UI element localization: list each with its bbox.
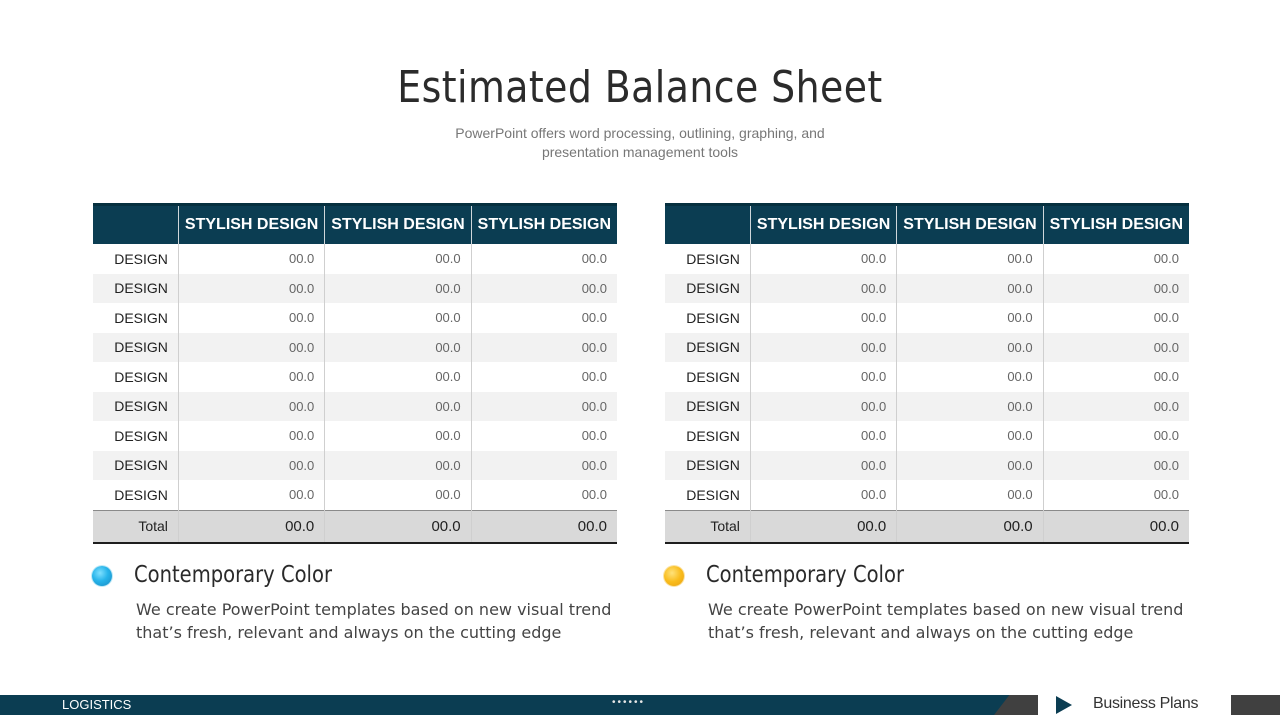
total-label: Total (665, 510, 750, 543)
row-label: DESIGN (686, 250, 740, 267)
table-cell: 00.0 (1043, 392, 1189, 422)
page-title: Estimated Balance Sheet (397, 62, 883, 113)
total-label: Total (93, 510, 178, 543)
table-cell: 00.0 (750, 362, 896, 392)
total-row (665, 510, 1189, 543)
table-cell: 00.0 (178, 480, 324, 510)
table-cell: 00.0 (750, 421, 896, 451)
table-row (665, 451, 1189, 481)
table-header-row (665, 205, 1189, 245)
column-header: STYLISH DESIGN (325, 205, 471, 245)
table-row (665, 333, 1189, 363)
yellow-circle-icon (664, 566, 684, 586)
total-cell: 00.0 (750, 510, 896, 543)
header-corner-cell (665, 205, 750, 245)
feature-title: Contemporary Color (706, 562, 904, 588)
row-label: DESIGN (665, 274, 750, 304)
feature-description (708, 598, 1188, 644)
table-cell: 00.0 (897, 362, 1043, 392)
table-cell: 00.0 (471, 480, 617, 510)
table-cell: 00.0 (897, 274, 1043, 304)
table-cell: 00.0 (325, 480, 471, 510)
table-cell: 00.0 (750, 274, 896, 304)
table-cell: 00.0 (1043, 480, 1189, 510)
table-cell: 00.0 (750, 303, 896, 333)
table-row (665, 303, 1189, 333)
table-cell: 00.0 (178, 362, 324, 392)
table-row (665, 421, 1189, 451)
feature-desc-line: that’s fresh, relevant and always on the cutting edge (708, 623, 1134, 642)
total-cell: 00.0 (897, 510, 1043, 543)
table-cell: 00.0 (325, 362, 471, 392)
column-header: STYLISH DESIGN (750, 205, 896, 245)
table-row (665, 274, 1189, 304)
page-subtitle (440, 124, 840, 162)
row-label: DESIGN (93, 451, 178, 481)
column-header: STYLISH DESIGN (178, 205, 324, 245)
blue-circle-icon (92, 566, 112, 586)
table-cell: 00.0 (1043, 333, 1189, 363)
table-cell: 00.0 (1043, 244, 1189, 274)
column-header: STYLISH DESIGN (897, 205, 1043, 245)
table-cell: 00.0 (178, 244, 324, 274)
total-row (93, 510, 617, 543)
subtitle-line: presentation management tools (541, 144, 739, 160)
table-row (665, 480, 1189, 510)
table-cell: 00.0 (897, 421, 1043, 451)
row-label: DESIGN (114, 486, 168, 503)
table-cell: 00.0 (1043, 362, 1189, 392)
table-cell: 00.0 (178, 451, 324, 481)
row-label: DESIGN (93, 274, 178, 304)
table-cell: 00.0 (178, 303, 324, 333)
column-header: STYLISH DESIGN (1043, 205, 1189, 245)
table-cell: 00.0 (1043, 303, 1189, 333)
total-cell: 00.0 (1043, 510, 1189, 543)
column-header: STYLISH DESIGN (471, 205, 617, 245)
feature-desc-line: that’s fresh, relevant and always on the cutting edge (136, 623, 562, 642)
footer-brand: Business Plans (1093, 695, 1199, 712)
row-label: DESIGN (114, 427, 168, 444)
header-corner-cell (93, 205, 178, 245)
table-row (93, 274, 617, 304)
balance-table-left (93, 203, 617, 544)
footer-section-label: LOGISTICS (62, 697, 132, 712)
table-cell: 00.0 (471, 333, 617, 363)
row-label: DESIGN (93, 392, 178, 422)
table-cell: 00.0 (750, 451, 896, 481)
feature-title: Contemporary Color (134, 562, 332, 588)
row-label: DESIGN (665, 451, 750, 481)
table-cell: 00.0 (471, 244, 617, 274)
table-cell: 00.0 (1043, 421, 1189, 451)
footer-dots: •••••• (612, 697, 646, 708)
table-row (93, 421, 617, 451)
row-label: DESIGN (665, 333, 750, 363)
row-label: DESIGN (665, 392, 750, 422)
table-cell: 00.0 (471, 392, 617, 422)
table-row (665, 362, 1189, 392)
table-row (665, 392, 1189, 422)
table-cell: 00.0 (1043, 451, 1189, 481)
subtitle-line: PowerPoint offers word processing, outlining, graphing, and (455, 125, 825, 141)
table-row (93, 392, 617, 422)
table-cell: 00.0 (1043, 274, 1189, 304)
table-cell: 00.0 (178, 333, 324, 363)
total-cell: 00.0 (178, 510, 324, 543)
table-cell: 00.0 (178, 274, 324, 304)
table-row (665, 244, 1189, 274)
table-cell: 00.0 (750, 392, 896, 422)
table-cell: 00.0 (325, 392, 471, 422)
table-row (93, 244, 617, 274)
balance-table-right (665, 203, 1189, 544)
row-label: DESIGN (114, 368, 168, 385)
play-arrow-icon (1056, 696, 1072, 714)
row-label: DESIGN (114, 250, 168, 267)
feature-desc-line: We create PowerPoint templates based on new visual trend (708, 600, 1184, 619)
table-cell: 00.0 (178, 392, 324, 422)
table-cell: 00.0 (325, 421, 471, 451)
table-cell: 00.0 (750, 333, 896, 363)
total-cell: 00.0 (471, 510, 617, 543)
footer-bar (0, 695, 1010, 715)
row-label: DESIGN (686, 427, 740, 444)
table-cell: 00.0 (471, 274, 617, 304)
row-label: DESIGN (93, 333, 178, 363)
table-cell: 00.0 (471, 421, 617, 451)
feature-desc-line: We create PowerPoint templates based on new visual trend (136, 600, 612, 619)
table-row (93, 303, 617, 333)
table-row (93, 362, 617, 392)
table-cell: 00.0 (325, 274, 471, 304)
table-row (93, 480, 617, 510)
table-cell: 00.0 (750, 244, 896, 274)
row-label: DESIGN (114, 309, 168, 326)
table-cell: 00.0 (897, 303, 1043, 333)
table-cell: 00.0 (897, 451, 1043, 481)
row-label: DESIGN (686, 368, 740, 385)
table-cell: 00.0 (471, 303, 617, 333)
table-cell: 00.0 (325, 451, 471, 481)
row-label: DESIGN (686, 309, 740, 326)
row-label: DESIGN (686, 486, 740, 503)
table-cell: 00.0 (471, 451, 617, 481)
table-cell: 00.0 (471, 362, 617, 392)
table-row (93, 333, 617, 363)
table-cell: 00.0 (325, 333, 471, 363)
table-cell: 00.0 (897, 244, 1043, 274)
table-cell: 00.0 (325, 244, 471, 274)
table-header-row (93, 205, 617, 245)
table-cell: 00.0 (750, 480, 896, 510)
feature-description (136, 598, 616, 644)
footer-block (1231, 695, 1280, 715)
table-row (93, 451, 617, 481)
table-cell: 00.0 (897, 333, 1043, 363)
table-cell: 00.0 (178, 421, 324, 451)
total-cell: 00.0 (325, 510, 471, 543)
table-cell: 00.0 (897, 480, 1043, 510)
table-cell: 00.0 (897, 392, 1043, 422)
table-cell: 00.0 (325, 303, 471, 333)
